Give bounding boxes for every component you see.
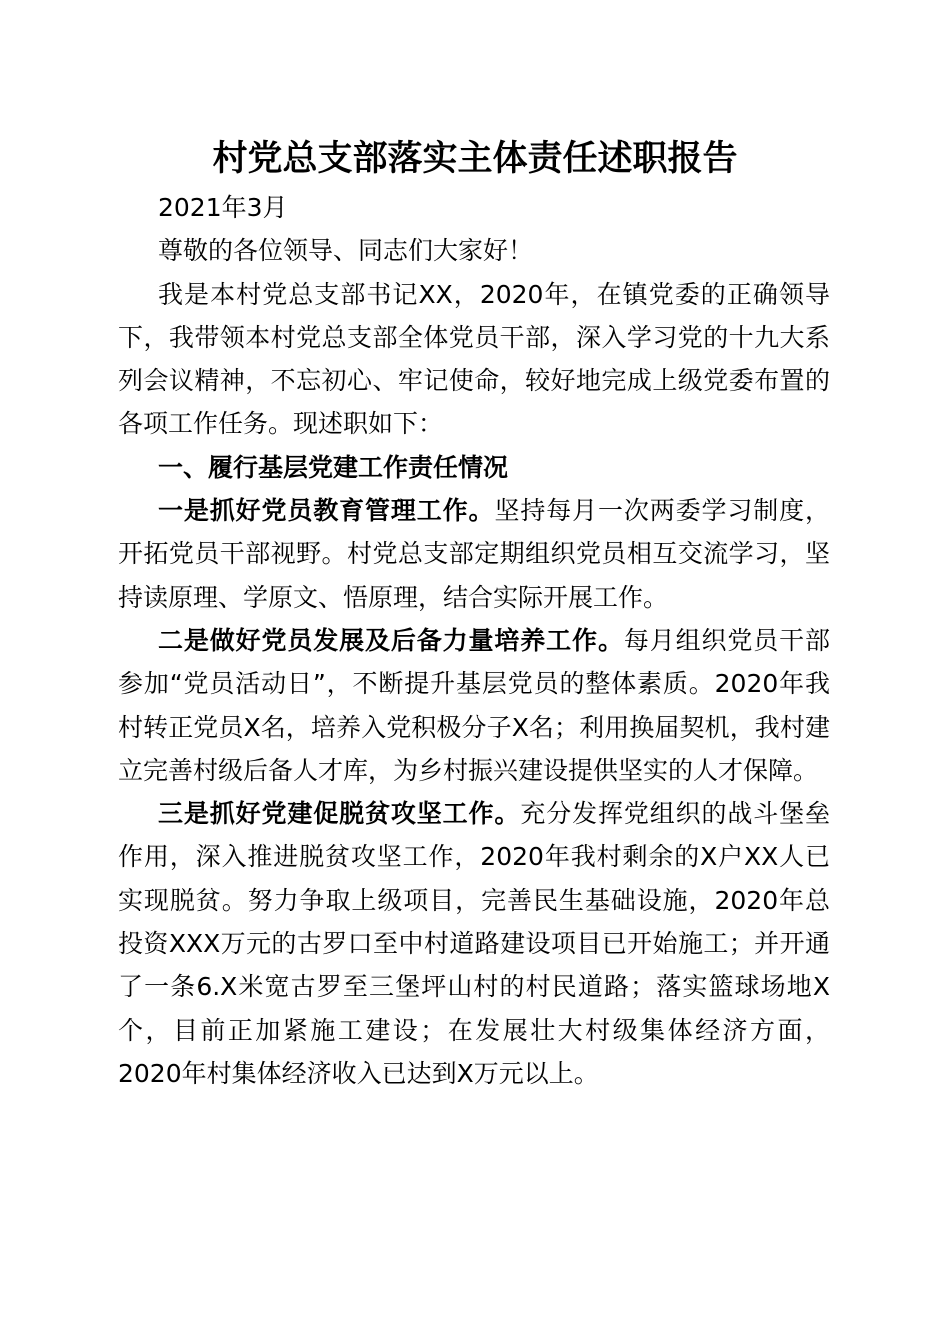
intro-paragraph: 我是本村党总支部书记XX，2020年，在镇党委的正确领导下，我带领本村党总支部全体党员干部，深入学习党的十九大系列会议精神，不忘初心、牢记使命，较好地完成上级党委布置的各项工作任务。现述职如下： (118, 279, 830, 439)
item-paragraph-2 (118, 619, 830, 792)
item-lead-3: 三是抓好党建促脱贫攻坚工作。 (158, 799, 521, 829)
report-date: 2021年3月 (158, 193, 288, 222)
item-paragraph-1 (118, 489, 830, 619)
section-heading: 一、履行基层党建工作责任情况 (158, 452, 509, 482)
item-paragraph-3 (118, 792, 830, 1095)
item-text-2: 每月组织党员干部参加“党员活动日”，不断提升基层党员的整体素质。2020年我村转正党员X名，培养入党积极分子X名；利用换届契机，我村建立完善村级后备人才库，为乡村振兴建设提供坚实的人才保障。 (118, 625, 830, 785)
item-text-1: 坚持每月一次两委学习制度，开拓党员干部视野。村党总支部定期组织党员相互交流学习，坚持读原理、学原文、悟原理，结合实际开展工作。 (118, 496, 830, 612)
document-body (118, 186, 830, 1095)
greeting: 尊敬的各位领导、同志们大家好！ (158, 236, 534, 266)
document-title: 村党总支部落实主体责任述职报告 (212, 138, 738, 179)
item-lead-2: 二是做好党员发展及后备力量培养工作。 (158, 625, 624, 655)
item-text-3: 充分发挥党组织的战斗堡垒作用，深入推进脱贫攻坚工作，2020年我村剩余的X户XX人已实现脱贫。努力争取上级项目，完善民生基础设施，2020年总投资XXX万元的古罗口至中村道路建设项目已开始施工；并开通了一条6.X米宽古罗至三堡坪山村的村民道路；落实篮球场地X个，目前正加紧施工建设；在发展壮大村级集体经济方面，2020年村集体经济收入已达到X万元以上。 (118, 799, 830, 1088)
item-lead-1: 一是抓好党员教育管理工作。 (158, 496, 495, 526)
